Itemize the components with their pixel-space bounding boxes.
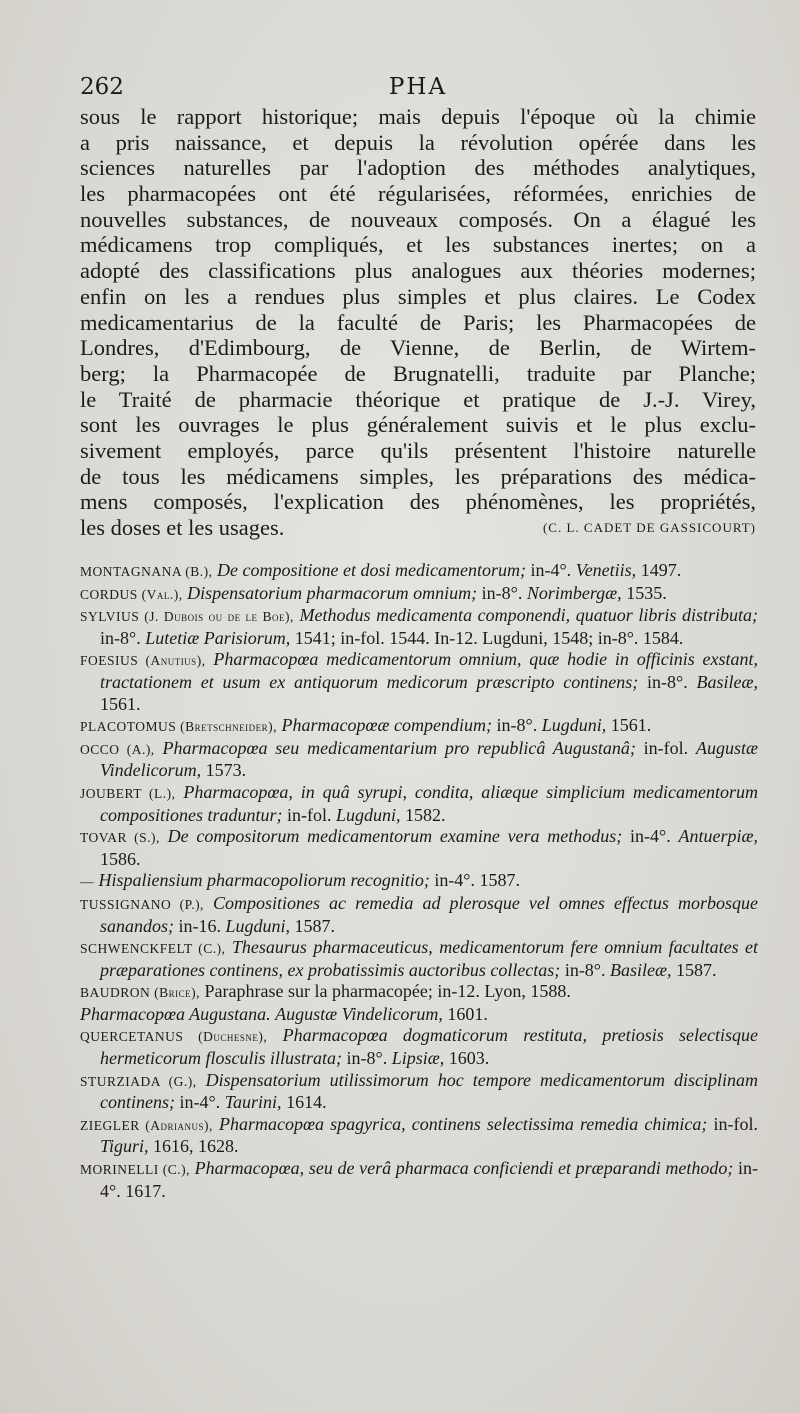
entry-year: 1603. <box>448 1048 490 1069</box>
body-line: le Traité de pharmacie théorique et pratique de J.-J. Virey, <box>80 386 756 412</box>
entry-format: in-4°. <box>630 826 671 847</box>
entry-author: FOESIUS (Anutius), <box>80 653 206 669</box>
entry-year: 1586. <box>100 848 141 869</box>
bibliography-entry <box>80 605 758 649</box>
body-line: médicamens trop compliqués, et les substances inertes; on a <box>80 232 756 258</box>
entry-year: 1601. <box>447 1003 488 1024</box>
entry-title: Pharmacopœa, in quâ syrupi, condita, aliæque simplicium medicamentorum compositiones traduntur; <box>100 781 759 825</box>
running-head <box>80 74 756 104</box>
bibliography-entry <box>80 715 758 738</box>
entry-year: 1497. <box>640 560 682 580</box>
running-title: PHA <box>388 74 448 100</box>
entry-title: Compositiones ac remedia ad plerosque vel omnes effectus morbosque sanandos; <box>100 892 758 936</box>
entry-format: in-fol. <box>713 1113 759 1134</box>
bibliography-entry <box>80 1114 758 1158</box>
body-line: sciences naturelles par l'adoption des méthodes analytiques, <box>80 155 756 181</box>
entry-year: 1561. <box>100 693 141 714</box>
bibliography-entry <box>80 1158 758 1202</box>
body-line: a pris naissance, et depuis la révolution opérée dans les <box>80 129 756 155</box>
entry-title: De compositorum medicamentorum examine vera methodus; <box>167 826 623 847</box>
entry-format: in-16. <box>178 915 222 936</box>
entry-place: Basileæ, <box>610 959 672 980</box>
entry-author: MORINELLI (C.), <box>80 1162 191 1178</box>
bibliography-entry <box>80 560 758 583</box>
entry-title: Dispensatorium utilissimorum hoc tempore medicamentorum disciplinam continens; <box>100 1069 759 1113</box>
entry-title: Methodus medicamenta componendi, quatuor libris distributa; <box>299 605 758 626</box>
entry-year: 1588. <box>530 981 571 1002</box>
entry-author: PLACOTOMUS (Bretschneider), <box>80 719 278 735</box>
entry-place: Taurini, <box>224 1092 282 1113</box>
body-line: berg; la Pharmacopée de Brugnatelli, traduite par Planche; <box>80 360 756 386</box>
entry-format: in-4°. <box>100 1158 758 1201</box>
entry-author: QUERCETANUS (Duchesne), <box>80 1029 268 1045</box>
entry-title: Thesaurus pharmaceuticus, medicamentorum fere omnium facultates et præparationes continens, ex probatissimis auctoribus collectas; <box>100 937 758 980</box>
entry-format: in-8°. <box>564 959 606 980</box>
bibliography-entry <box>80 893 758 937</box>
bibliography-entry <box>80 738 758 782</box>
body-line: enfin on les a rendues plus simples et plus claires. Le Codex <box>80 283 756 309</box>
entry-place: Lugduni, <box>225 915 291 936</box>
bibliography-entry <box>80 649 758 715</box>
entry-place: Lipsiæ, <box>391 1048 445 1069</box>
entry-place: Antuerpiæ, <box>678 826 758 847</box>
entry-year: 1582. <box>405 804 446 825</box>
entry-year: 1561. <box>610 715 652 736</box>
entry-title: Pharmacopœa, seu de verâ pharmaca conficiendi et præparandi methodo; <box>194 1158 734 1179</box>
entry-place: Augustæ Vindelicorum, <box>100 737 758 781</box>
entry-format: in-8°. <box>346 1048 388 1069</box>
entry-place: Lutetiæ Parisiorum, <box>145 627 291 648</box>
entry-place: Tiguri, <box>100 1136 149 1157</box>
bibliography-entry <box>80 1070 758 1114</box>
entry-place: Norimbergæ, <box>526 582 622 603</box>
body-line: adopté des classifications plus analogues aux théories modernes; <box>80 258 756 284</box>
entry-author: MONTAGNANA (B.), <box>80 564 213 579</box>
entry-author: SCHWENCKFELT (C.), <box>80 941 226 957</box>
entry-author: TUSSIGNANO (P.), <box>80 896 204 912</box>
body-line: les pharmacopées ont été régularisées, réformées, enrichies de <box>80 181 756 207</box>
body-line-text: les doses et les usages. <box>80 515 285 540</box>
author-attribution: (C. L. CADET DE GASSICOURT) <box>542 520 756 535</box>
entry-year: 1616, 1628. <box>153 1136 239 1157</box>
entry-format: in-8°. <box>647 671 688 692</box>
bibliography-entry <box>80 1004 758 1026</box>
entry-author: BAUDRON (Brice), <box>80 985 201 1001</box>
entry-year: 1587. <box>294 915 336 936</box>
page-number: 262 <box>80 74 124 100</box>
bibliography-entry <box>80 826 758 870</box>
entry-year: 1587. <box>479 870 521 891</box>
entry-year: 1617. <box>125 1180 166 1201</box>
bibliography-entry <box>80 782 758 826</box>
entry-title: De compositione et dosi medicamentorum; <box>217 560 526 580</box>
body-paragraph <box>80 104 756 541</box>
body-line: mens composés, l'explication des phénomènes, les propriétés, <box>80 489 756 515</box>
entry-place: Venetiis, <box>575 560 637 580</box>
bibliography-entry <box>80 1025 758 1069</box>
entry-author: CORDUS (Val.), <box>80 586 183 602</box>
body-line: sous le rapport historique; mais depuis l'époque où la chimie <box>80 104 756 129</box>
entry-title: Pharmacopœa medicamentorum omnium, quæ hodie in officinis exstant, tractationem et usum ex antiquorum medicorum præscripto continens; <box>100 649 759 692</box>
entry-format: in-8°. <box>100 627 141 648</box>
entry-place: Basileæ, <box>696 671 758 692</box>
entry-format: in-fol. <box>287 804 332 825</box>
entry-title: Pharmacopœa dogmaticorum restituta, pretiosis selectisque hermeticorum flosculis illustrata; <box>100 1025 759 1069</box>
entry-year: 1573. <box>205 760 247 781</box>
entry-format: in-4°. <box>179 1092 221 1113</box>
entry-title: Dispensatorium pharmacorum omnium; <box>187 582 478 603</box>
entry-format: in-4°. <box>530 560 572 580</box>
entry-year: 1541; in-fol. 1544. In-12. Lugduni, 1548; in-8°. 1584. <box>294 627 684 648</box>
bibliography-entry <box>80 583 758 606</box>
entry-author: STURZIADA (G.), <box>80 1073 197 1089</box>
body-line: medicamentarius de la faculté de Paris; les Pharmacopées de <box>80 309 756 335</box>
entry-title: Hispaliensium pharmacopoliorum recognitio; <box>98 870 430 891</box>
entry-author: SYLVIUS (J. Dubois ou de le Boe), <box>80 609 294 625</box>
entry-format: in-4°. <box>434 870 476 891</box>
bibliography-entry <box>80 981 758 1004</box>
entry-format: in-8°. <box>496 715 538 736</box>
entry-title: Pharmacopœa spagyrica, continens selectissima remedia chimica; <box>219 1113 708 1134</box>
entry-place: Lugduni, <box>541 715 607 736</box>
body-line: nouvelles substances, de nouveaux composés. On a élagué les <box>80 206 756 232</box>
entry-author: OCCO (A.), <box>80 741 155 757</box>
body-line: sivement employés, parce qu'ils présentent l'histoire naturelle <box>80 437 756 463</box>
entry-format: in-8°. <box>481 582 523 603</box>
body-line: de tous les médicamens simples, les préparations des médica- <box>80 463 756 489</box>
bibliography-list <box>80 560 758 1202</box>
entry-title: Pharmacopœæ compendium; <box>281 715 492 736</box>
bibliography-entry <box>80 870 758 893</box>
body-line: Londres, d'Edimbourg, de Vienne, de Berlin, de Wirtem- <box>80 335 756 361</box>
entry-year: 1614. <box>286 1092 327 1113</box>
entry-year: 1535. <box>626 582 667 603</box>
entry-format: in-fol. <box>643 737 689 758</box>
entry-author: JOUBERT (L.), <box>80 785 176 801</box>
body-line: sont les ouvrages le plus généralement suivis et le plus exclu- <box>80 412 756 438</box>
bibliography-entry <box>80 937 758 981</box>
entry-format: Paraphrase sur la pharmacopée; in-12. Lyon, <box>204 981 526 1002</box>
entry-author: TOVAR (S.), <box>80 830 160 846</box>
entry-title: Pharmacopœa Augustana. <box>80 1003 271 1024</box>
entry-title: Pharmacopœa seu medicamentarium pro republicâ Augustanâ; <box>162 737 636 758</box>
entry-place: Augustæ Vindelicorum, <box>275 1003 443 1024</box>
body-line-last <box>80 515 756 541</box>
entry-place: Lugduni, <box>336 804 401 825</box>
entry-author: ZIEGLER (Adrianus), <box>80 1117 213 1133</box>
entry-year: 1587. <box>676 959 717 980</box>
entry-author: — <box>80 874 94 890</box>
